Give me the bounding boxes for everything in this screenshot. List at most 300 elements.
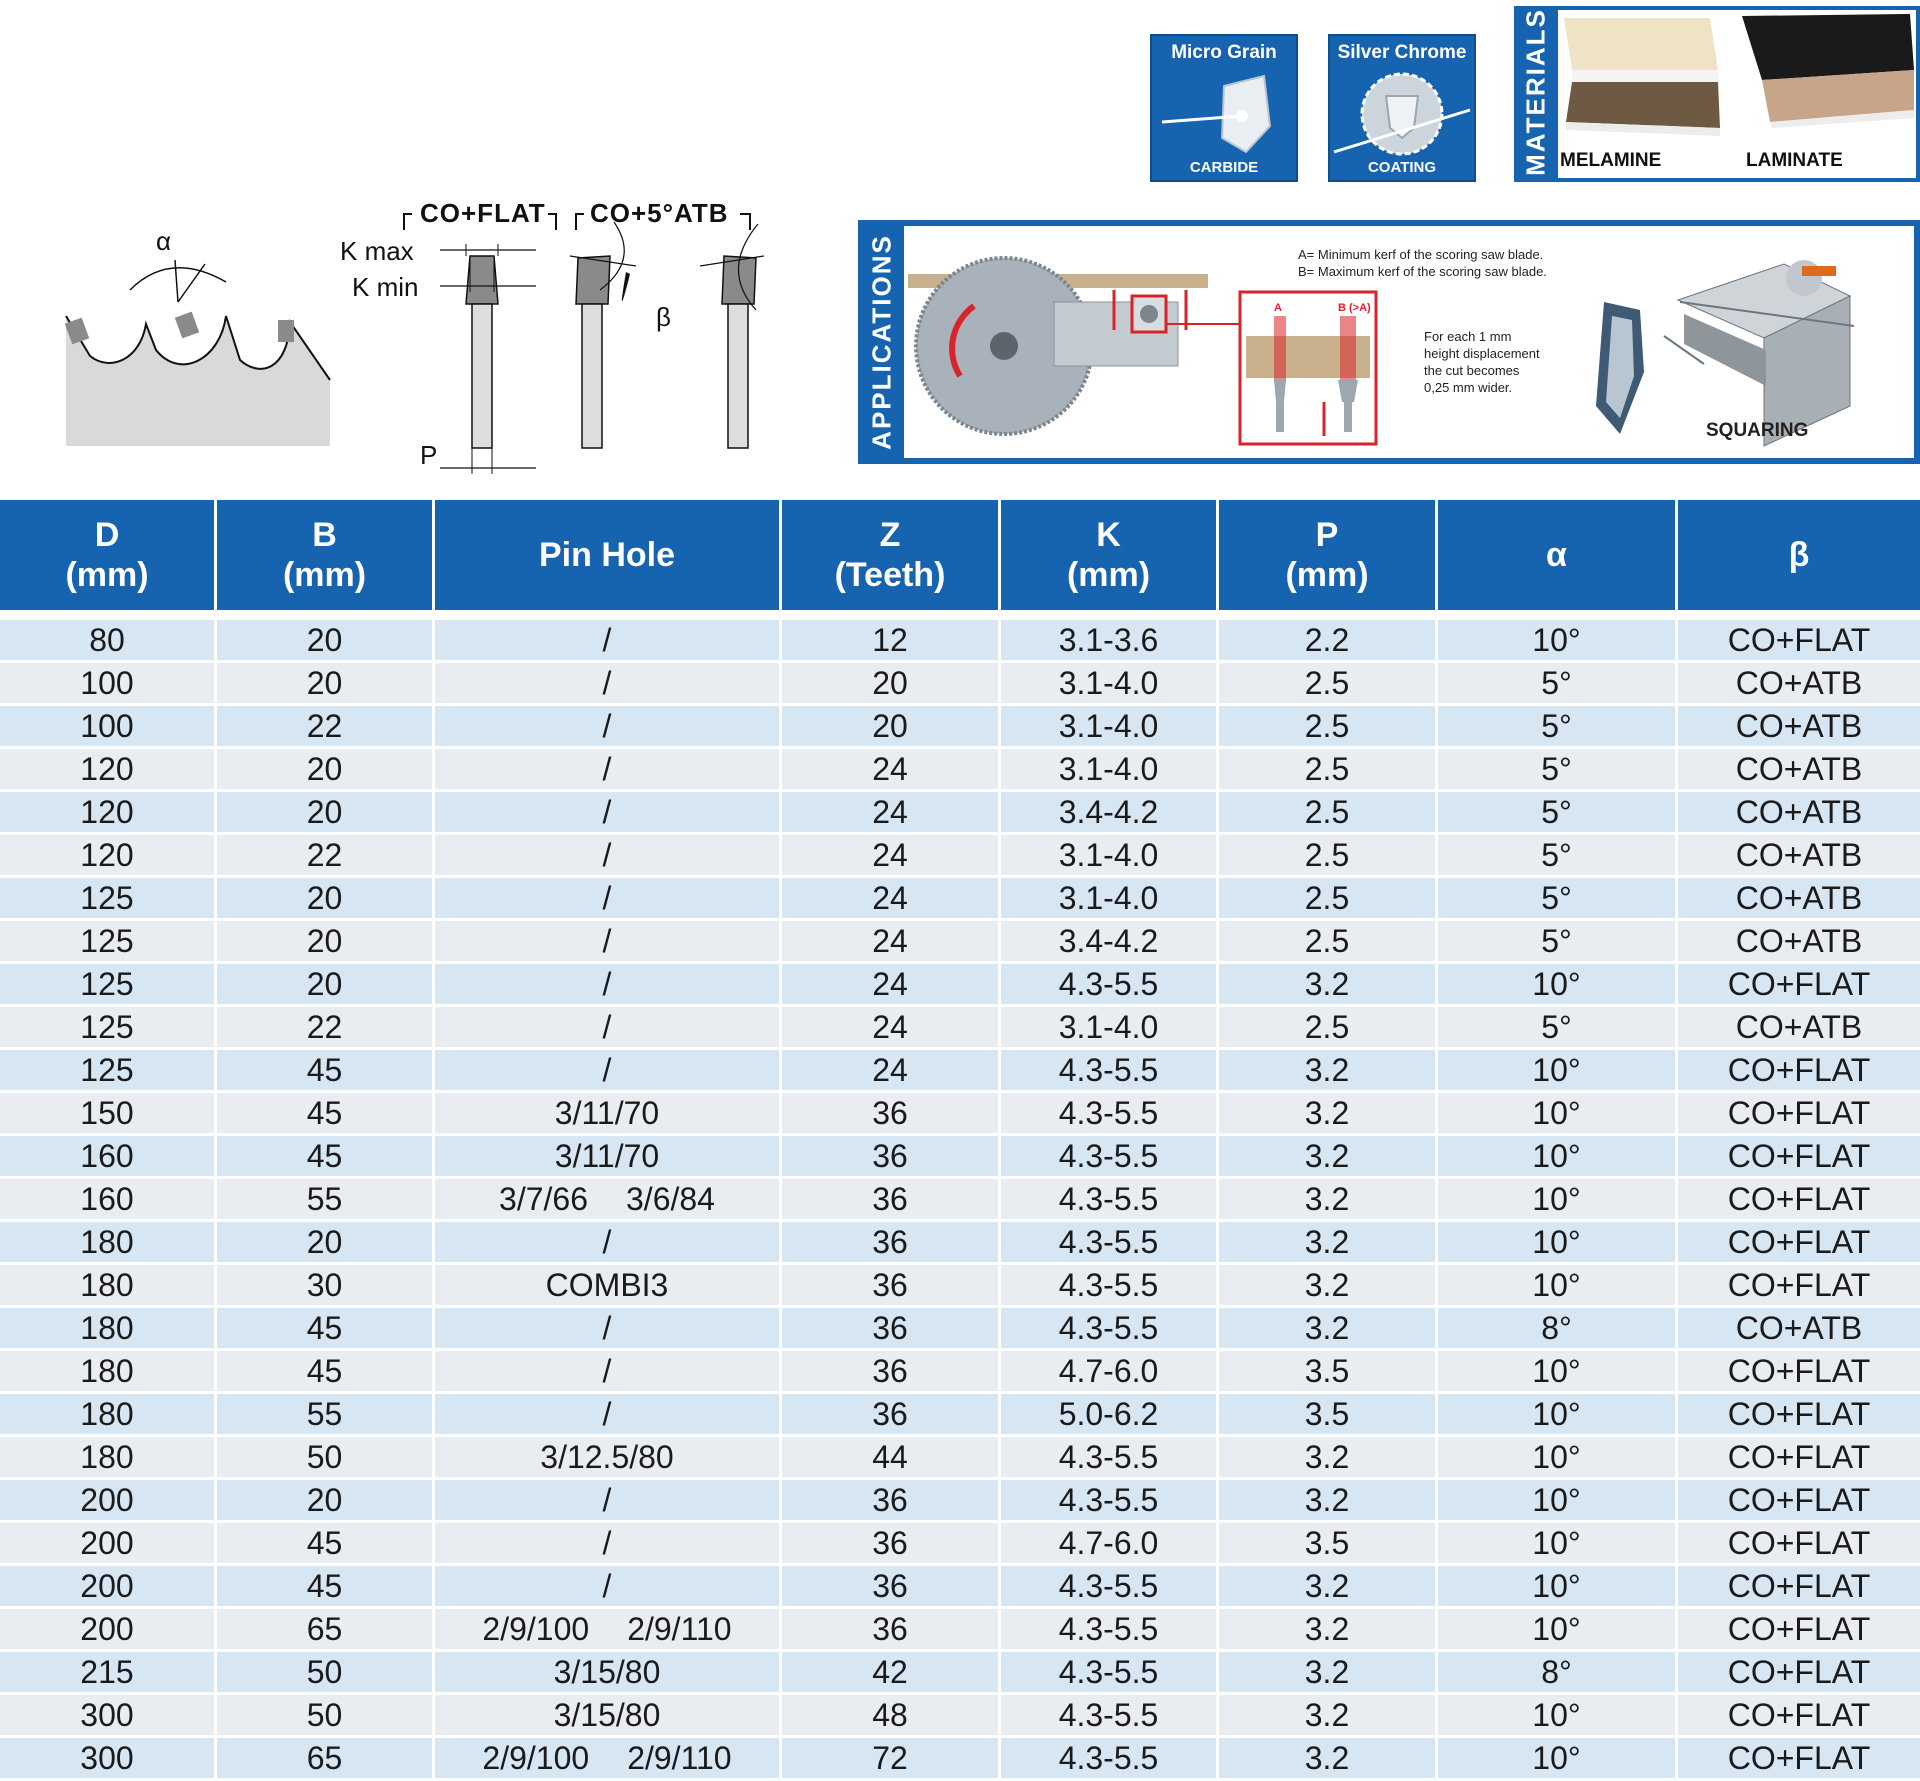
column-header-k-mm: [1001, 500, 1219, 610]
micro-grain-subtitle: CARBIDE: [1189, 159, 1259, 176]
column-header-alpha: [1438, 500, 1678, 610]
cell-d-mm: 215: [0, 1652, 217, 1695]
column-header-line: (mm): [65, 556, 149, 594]
cell-alpha: 5°: [1438, 749, 1678, 792]
cell-p-mm: 3.2: [1219, 1093, 1438, 1136]
cell-b-mm: 45: [217, 1523, 435, 1566]
cell-pin-hole: 3/15/80: [435, 1652, 782, 1695]
cell-beta: CO+FLAT: [1678, 1265, 1920, 1308]
cell-alpha: 10°: [1438, 1093, 1678, 1136]
cell-beta: CO+FLAT: [1678, 1179, 1920, 1222]
cell-k-mm: 3.1-4.0: [1001, 706, 1219, 749]
applications-panel: [858, 220, 1920, 464]
cell-pin-hole: /: [435, 620, 782, 663]
cell-z-teeth: 24: [782, 878, 1001, 921]
cell-beta: CO+ATB: [1678, 1007, 1920, 1050]
cell-z-teeth: 36: [782, 1523, 1001, 1566]
cell-pin-hole: /: [435, 964, 782, 1007]
cell-pin-hole: /: [435, 1394, 782, 1437]
column-header-line: α: [1546, 536, 1567, 574]
cell-d-mm: 180: [0, 1437, 217, 1480]
cell-k-mm: 4.3-5.5: [1001, 1609, 1219, 1652]
cell-alpha: 5°: [1438, 792, 1678, 835]
cell-z-teeth: 12: [782, 620, 1001, 663]
cell-d-mm: 120: [0, 749, 217, 792]
cell-d-mm: 180: [0, 1265, 217, 1308]
displacement-note: [1424, 328, 1540, 396]
cell-z-teeth: 24: [782, 921, 1001, 964]
table-row: [0, 1609, 1920, 1652]
cell-k-mm: 5.0-6.2: [1001, 1394, 1219, 1437]
cell-k-mm: 4.7-6.0: [1001, 1351, 1219, 1394]
cell-p-mm: 2.5: [1219, 1007, 1438, 1050]
cell-k-mm: 4.3-5.5: [1001, 1222, 1219, 1265]
cell-d-mm: 180: [0, 1394, 217, 1437]
cell-p-mm: 2.5: [1219, 663, 1438, 706]
cell-k-mm: 4.3-5.5: [1001, 1093, 1219, 1136]
cell-pin-hole: /: [435, 1566, 782, 1609]
cell-z-teeth: 36: [782, 1265, 1001, 1308]
cell-beta: CO+FLAT: [1678, 1652, 1920, 1695]
cell-b-mm: 20: [217, 964, 435, 1007]
cell-alpha: 10°: [1438, 1695, 1678, 1738]
cell-alpha: 10°: [1438, 620, 1678, 663]
column-header-p-mm: [1219, 500, 1438, 610]
cell-d-mm: 120: [0, 792, 217, 835]
cell-b-mm: 45: [217, 1093, 435, 1136]
cell-z-teeth: 24: [782, 964, 1001, 1007]
cell-k-mm: 4.7-6.0: [1001, 1523, 1219, 1566]
cell-p-mm: 3.2: [1219, 1566, 1438, 1609]
co-atb-label: CO+5°ATB: [590, 198, 729, 228]
cell-z-teeth: 72: [782, 1738, 1001, 1781]
column-header-beta: [1678, 500, 1920, 610]
kerf-b-note: B= Maximum kerf of the scoring saw blade.: [1298, 264, 1547, 279]
cell-pin-hole: /: [435, 749, 782, 792]
cell-pin-hole: /: [435, 835, 782, 878]
cell-alpha: 10°: [1438, 1136, 1678, 1179]
cell-k-mm: 4.3-5.5: [1001, 1050, 1219, 1093]
cell-beta: CO+FLAT: [1678, 1480, 1920, 1523]
cell-p-mm: 2.5: [1219, 706, 1438, 749]
chrome-gear-icon: [1330, 66, 1474, 160]
cell-z-teeth: 24: [782, 1007, 1001, 1050]
cell-b-mm: 50: [217, 1695, 435, 1738]
cell-alpha: 5°: [1438, 706, 1678, 749]
cell-pin-hole: /: [435, 1222, 782, 1265]
cell-beta: CO+ATB: [1678, 878, 1920, 921]
cell-pin-hole: 3/15/80: [435, 1695, 782, 1738]
cell-z-teeth: 36: [782, 1179, 1001, 1222]
cell-alpha: 10°: [1438, 1609, 1678, 1652]
applications-title: APPLICATIONS: [866, 234, 897, 450]
cell-p-mm: 3.2: [1219, 1738, 1438, 1781]
cell-d-mm: 80: [0, 620, 217, 663]
cell-beta: CO+FLAT: [1678, 1738, 1920, 1781]
cell-beta: CO+ATB: [1678, 835, 1920, 878]
cell-b-mm: 45: [217, 1136, 435, 1179]
table-row: [0, 792, 1920, 835]
table-row: [0, 835, 1920, 878]
cell-z-teeth: 36: [782, 1222, 1001, 1265]
cell-alpha: 8°: [1438, 1652, 1678, 1695]
table-row: [0, 1265, 1920, 1308]
cell-beta: CO+FLAT: [1678, 1437, 1920, 1480]
table-row: [0, 1695, 1920, 1738]
cell-p-mm: 3.2: [1219, 1265, 1438, 1308]
cell-alpha: 10°: [1438, 1265, 1678, 1308]
cell-beta: CO+FLAT: [1678, 1523, 1920, 1566]
kmin-label: K min: [352, 272, 419, 302]
cell-beta: CO+FLAT: [1678, 1136, 1920, 1179]
cell-beta: CO+FLAT: [1678, 1394, 1920, 1437]
cell-beta: CO+ATB: [1678, 663, 1920, 706]
cell-z-teeth: 36: [782, 1093, 1001, 1136]
cell-p-mm: 3.2: [1219, 1609, 1438, 1652]
cell-d-mm: 160: [0, 1136, 217, 1179]
cell-b-mm: 20: [217, 620, 435, 663]
table-row: [0, 1007, 1920, 1050]
cell-d-mm: 200: [0, 1523, 217, 1566]
table-row: [0, 1093, 1920, 1136]
table-row: [0, 1136, 1920, 1179]
cell-b-mm: 20: [217, 1222, 435, 1265]
column-header-line: (mm): [1285, 556, 1369, 594]
table-row: [0, 1222, 1920, 1265]
note-line: height displacement: [1424, 346, 1540, 361]
cell-b-mm: 20: [217, 663, 435, 706]
cell-pin-hole: [435, 1179, 782, 1222]
cell-z-teeth: 24: [782, 792, 1001, 835]
table-row: [0, 1566, 1920, 1609]
cell-z-teeth: 36: [782, 1566, 1001, 1609]
cell-alpha: 10°: [1438, 1437, 1678, 1480]
cell-k-mm: 4.3-5.5: [1001, 1566, 1219, 1609]
cell-beta: CO+FLAT: [1678, 620, 1920, 663]
cell-beta: CO+ATB: [1678, 749, 1920, 792]
cell-p-mm: 3.5: [1219, 1523, 1438, 1566]
cell-b-mm: 55: [217, 1394, 435, 1437]
cell-alpha: 10°: [1438, 1050, 1678, 1093]
note-line: For each 1 mm: [1424, 329, 1512, 344]
table-row: [0, 878, 1920, 921]
marker-a-label: A: [1274, 302, 1282, 314]
cell-pin-hole: [435, 1609, 782, 1652]
cell-b-mm: 45: [217, 1351, 435, 1394]
cell-k-mm: 3.1-4.0: [1001, 663, 1219, 706]
cell-z-teeth: 24: [782, 835, 1001, 878]
cell-k-mm: 3.1-4.0: [1001, 1007, 1219, 1050]
cell-k-mm: 3.4-4.2: [1001, 792, 1219, 835]
cell-alpha: 10°: [1438, 1179, 1678, 1222]
materials-panel: [1514, 6, 1920, 182]
marker-b-label: B (>A): [1338, 302, 1371, 314]
cell-d-mm: 125: [0, 1050, 217, 1093]
cell-beta: CO+ATB: [1678, 921, 1920, 964]
column-header-line: B: [312, 516, 337, 554]
cell-beta: CO+FLAT: [1678, 1695, 1920, 1738]
cell-p-mm: 3.2: [1219, 1179, 1438, 1222]
cell-p-mm: 2.5: [1219, 835, 1438, 878]
column-header-line: (mm): [282, 556, 367, 594]
cell-pin-hole: COMBI3: [435, 1265, 782, 1308]
table-row: [0, 1652, 1920, 1695]
cell-p-mm: 2.5: [1219, 921, 1438, 964]
cell-z-teeth: 36: [782, 1136, 1001, 1179]
cell-p-mm: 3.2: [1219, 1437, 1438, 1480]
cell-b-mm: 22: [217, 835, 435, 878]
cell-beta: CO+ATB: [1678, 1308, 1920, 1351]
cell-d-mm: 125: [0, 964, 217, 1007]
cell-d-mm: 200: [0, 1566, 217, 1609]
table-row: [0, 964, 1920, 1007]
table-row: [0, 921, 1920, 964]
cell-pin-hole: [435, 1738, 782, 1781]
pin-hole-option: 3/7/66: [499, 1180, 588, 1217]
co-flat-label: CO+FLAT: [420, 198, 546, 228]
table-row: [0, 1523, 1920, 1566]
cell-z-teeth: 20: [782, 706, 1001, 749]
cell-k-mm: 4.3-5.5: [1001, 1179, 1219, 1222]
cell-d-mm: 150: [0, 1093, 217, 1136]
cell-k-mm: 4.3-5.5: [1001, 1136, 1219, 1179]
cell-alpha: 10°: [1438, 1523, 1678, 1566]
cell-p-mm: 2.2: [1219, 620, 1438, 663]
cell-d-mm: 300: [0, 1738, 217, 1781]
column-header-line: D: [94, 516, 120, 554]
table-row: [0, 749, 1920, 792]
cell-pin-hole: /: [435, 921, 782, 964]
micro-grain-carbide-badge: [1150, 34, 1298, 182]
cell-k-mm: 4.3-5.5: [1001, 1437, 1219, 1480]
cell-pin-hole: /: [435, 1523, 782, 1566]
kmax-label: K max: [340, 236, 414, 266]
table-row: [0, 1738, 1920, 1781]
cell-z-teeth: 44: [782, 1437, 1001, 1480]
cell-z-teeth: 36: [782, 1308, 1001, 1351]
cell-alpha: 5°: [1438, 921, 1678, 964]
cell-d-mm: 125: [0, 921, 217, 964]
table-row: [0, 706, 1920, 749]
cell-pin-hole: 3/12.5/80: [435, 1437, 782, 1480]
cell-alpha: 5°: [1438, 878, 1678, 921]
tooth-angle-diagram: [60, 220, 350, 450]
cell-pin-hole: /: [435, 792, 782, 835]
cell-pin-hole: /: [435, 1007, 782, 1050]
cell-alpha: 10°: [1438, 1222, 1678, 1265]
column-header-line: K: [1096, 516, 1121, 554]
cell-alpha: 10°: [1438, 1738, 1678, 1781]
table-row: [0, 1308, 1920, 1351]
cell-p-mm: 3.2: [1219, 1480, 1438, 1523]
column-header-line: Pin Hole: [538, 536, 676, 574]
table-row: [0, 1050, 1920, 1093]
cell-b-mm: 50: [217, 1437, 435, 1480]
cell-p-mm: 3.2: [1219, 1136, 1438, 1179]
saw-tooth-profile-icon: [60, 220, 350, 450]
cell-b-mm: 55: [217, 1179, 435, 1222]
cell-alpha: 10°: [1438, 1480, 1678, 1523]
cell-p-mm: 2.5: [1219, 792, 1438, 835]
kerf-a-note: A= Minimum kerf of the scoring saw blade.: [1298, 247, 1544, 262]
cell-d-mm: 180: [0, 1351, 217, 1394]
cell-p-mm: 3.2: [1219, 1308, 1438, 1351]
cell-k-mm: 4.3-5.5: [1001, 1738, 1219, 1781]
cell-beta: CO+FLAT: [1678, 1093, 1920, 1136]
column-header-b-mm: [217, 500, 435, 610]
micro-grain-title: Micro Grain: [1171, 42, 1277, 63]
cell-beta: CO+ATB: [1678, 706, 1920, 749]
column-header-line: (mm): [1066, 556, 1151, 594]
cell-d-mm: 125: [0, 1007, 217, 1050]
cell-k-mm: 3.4-4.2: [1001, 921, 1219, 964]
cell-pin-hole: /: [435, 1480, 782, 1523]
alpha-label: α: [156, 226, 172, 256]
column-header-line: β: [1788, 536, 1810, 574]
cell-alpha: 8°: [1438, 1308, 1678, 1351]
cell-d-mm: 125: [0, 878, 217, 921]
silver-chrome-coating-badge: [1328, 34, 1476, 182]
cell-b-mm: 65: [217, 1738, 435, 1781]
cell-z-teeth: 36: [782, 1351, 1001, 1394]
cell-p-mm: 3.5: [1219, 1394, 1438, 1437]
cell-pin-hole: 3/11/70: [435, 1093, 782, 1136]
laminate-label: LAMINATE: [1746, 150, 1843, 171]
cell-pin-hole: /: [435, 1050, 782, 1093]
cell-z-teeth: 36: [782, 1480, 1001, 1523]
cell-b-mm: 20: [217, 749, 435, 792]
cell-pin-hole: /: [435, 663, 782, 706]
cell-b-mm: 50: [217, 1652, 435, 1695]
pin-hole-option: 3/6/84: [626, 1180, 715, 1217]
cell-alpha: 10°: [1438, 964, 1678, 1007]
cell-p-mm: 3.2: [1219, 1695, 1438, 1738]
cell-b-mm: 20: [217, 792, 435, 835]
cell-k-mm: 4.3-5.5: [1001, 1308, 1219, 1351]
table-row: [0, 1351, 1920, 1394]
cell-pin-hole: /: [435, 878, 782, 921]
cell-b-mm: 65: [217, 1609, 435, 1652]
cell-alpha: 10°: [1438, 1566, 1678, 1609]
column-header-line: Z: [879, 516, 901, 554]
column-header-line: (Teeth): [834, 556, 946, 594]
cell-b-mm: 20: [217, 1480, 435, 1523]
cell-k-mm: 4.3-5.5: [1001, 1652, 1219, 1695]
pin-hole-option: 2/9/110: [627, 1610, 732, 1647]
cell-b-mm: 20: [217, 921, 435, 964]
cell-beta: CO+ATB: [1678, 792, 1920, 835]
cell-alpha: 5°: [1438, 663, 1678, 706]
cell-beta: CO+FLAT: [1678, 1609, 1920, 1652]
beta-label: β: [656, 302, 671, 332]
cell-alpha: 5°: [1438, 1007, 1678, 1050]
cell-b-mm: 30: [217, 1265, 435, 1308]
pin-hole-option: 2/9/100: [482, 1610, 590, 1647]
cell-p-mm: 3.5: [1219, 1351, 1438, 1394]
silver-chrome-title: Silver Chrome: [1337, 42, 1467, 63]
pin-hole-option: 2/9/100: [482, 1739, 590, 1776]
cell-k-mm: 4.3-5.5: [1001, 964, 1219, 1007]
squaring-label: SQUARING: [1706, 420, 1809, 441]
carbide-tip-icon: [1152, 66, 1296, 160]
cell-p-mm: 3.2: [1219, 1050, 1438, 1093]
note-line: 0,25 mm wider.: [1424, 380, 1513, 395]
cell-pin-hole: /: [435, 1308, 782, 1351]
cell-k-mm: 3.1-4.0: [1001, 878, 1219, 921]
cell-z-teeth: 36: [782, 1609, 1001, 1652]
note-line: the cut becomes: [1424, 363, 1520, 378]
cell-z-teeth: 24: [782, 1050, 1001, 1093]
cell-p-mm: 2.5: [1219, 878, 1438, 921]
cell-beta: CO+FLAT: [1678, 1222, 1920, 1265]
cell-k-mm: 3.1-4.0: [1001, 749, 1219, 792]
cell-d-mm: 300: [0, 1695, 217, 1738]
p-label: P: [420, 440, 438, 470]
tooth-kerf-diagram-icon: [400, 200, 810, 480]
table-row: [0, 1179, 1920, 1222]
silver-chrome-subtitle: COATING: [1367, 159, 1437, 176]
table-row: [0, 1394, 1920, 1437]
cell-d-mm: 100: [0, 663, 217, 706]
cell-d-mm: 200: [0, 1609, 217, 1652]
cell-z-teeth: 48: [782, 1695, 1001, 1738]
cell-b-mm: 45: [217, 1566, 435, 1609]
cell-d-mm: 200: [0, 1480, 217, 1523]
cell-k-mm: 3.1-4.0: [1001, 835, 1219, 878]
melamine-label: MELAMINE: [1560, 150, 1662, 171]
cell-d-mm: 180: [0, 1308, 217, 1351]
cell-p-mm: 3.2: [1219, 1222, 1438, 1265]
cell-beta: CO+FLAT: [1678, 1050, 1920, 1093]
table-row: [0, 1480, 1920, 1523]
pin-hole-option: 2/9/110: [627, 1739, 732, 1776]
cell-z-teeth: 20: [782, 663, 1001, 706]
table-header-row: [0, 500, 1920, 610]
cell-pin-hole: /: [435, 1351, 782, 1394]
blade-specification-table: [0, 500, 1920, 1781]
cell-b-mm: 22: [217, 706, 435, 749]
column-header-d-mm: [0, 500, 217, 610]
cell-z-teeth: 42: [782, 1652, 1001, 1695]
cell-beta: CO+FLAT: [1678, 1566, 1920, 1609]
cell-k-mm: 4.3-5.5: [1001, 1695, 1219, 1738]
column-header-pin-hole: [435, 500, 782, 610]
cell-k-mm: 3.1-3.6: [1001, 620, 1219, 663]
cell-alpha: 5°: [1438, 835, 1678, 878]
cell-p-mm: 3.2: [1219, 964, 1438, 1007]
cell-b-mm: 45: [217, 1050, 435, 1093]
cell-alpha: 10°: [1438, 1351, 1678, 1394]
column-header-z-teeth: [782, 500, 1001, 610]
cell-d-mm: 160: [0, 1179, 217, 1222]
cell-pin-hole: /: [435, 706, 782, 749]
cell-z-teeth: 36: [782, 1394, 1001, 1437]
cell-b-mm: 45: [217, 1308, 435, 1351]
table-row: [0, 620, 1920, 663]
table-row: [0, 1437, 1920, 1480]
materials-title: MATERIALS: [1520, 8, 1551, 176]
cell-beta: CO+FLAT: [1678, 1351, 1920, 1394]
cell-d-mm: 120: [0, 835, 217, 878]
cell-k-mm: 4.3-5.5: [1001, 1480, 1219, 1523]
cell-alpha: 10°: [1438, 1394, 1678, 1437]
cell-b-mm: 20: [217, 878, 435, 921]
cell-d-mm: 180: [0, 1222, 217, 1265]
cell-pin-hole: 3/11/70: [435, 1136, 782, 1179]
table-row: [0, 663, 1920, 706]
cell-b-mm: 22: [217, 1007, 435, 1050]
cell-p-mm: 3.2: [1219, 1652, 1438, 1695]
